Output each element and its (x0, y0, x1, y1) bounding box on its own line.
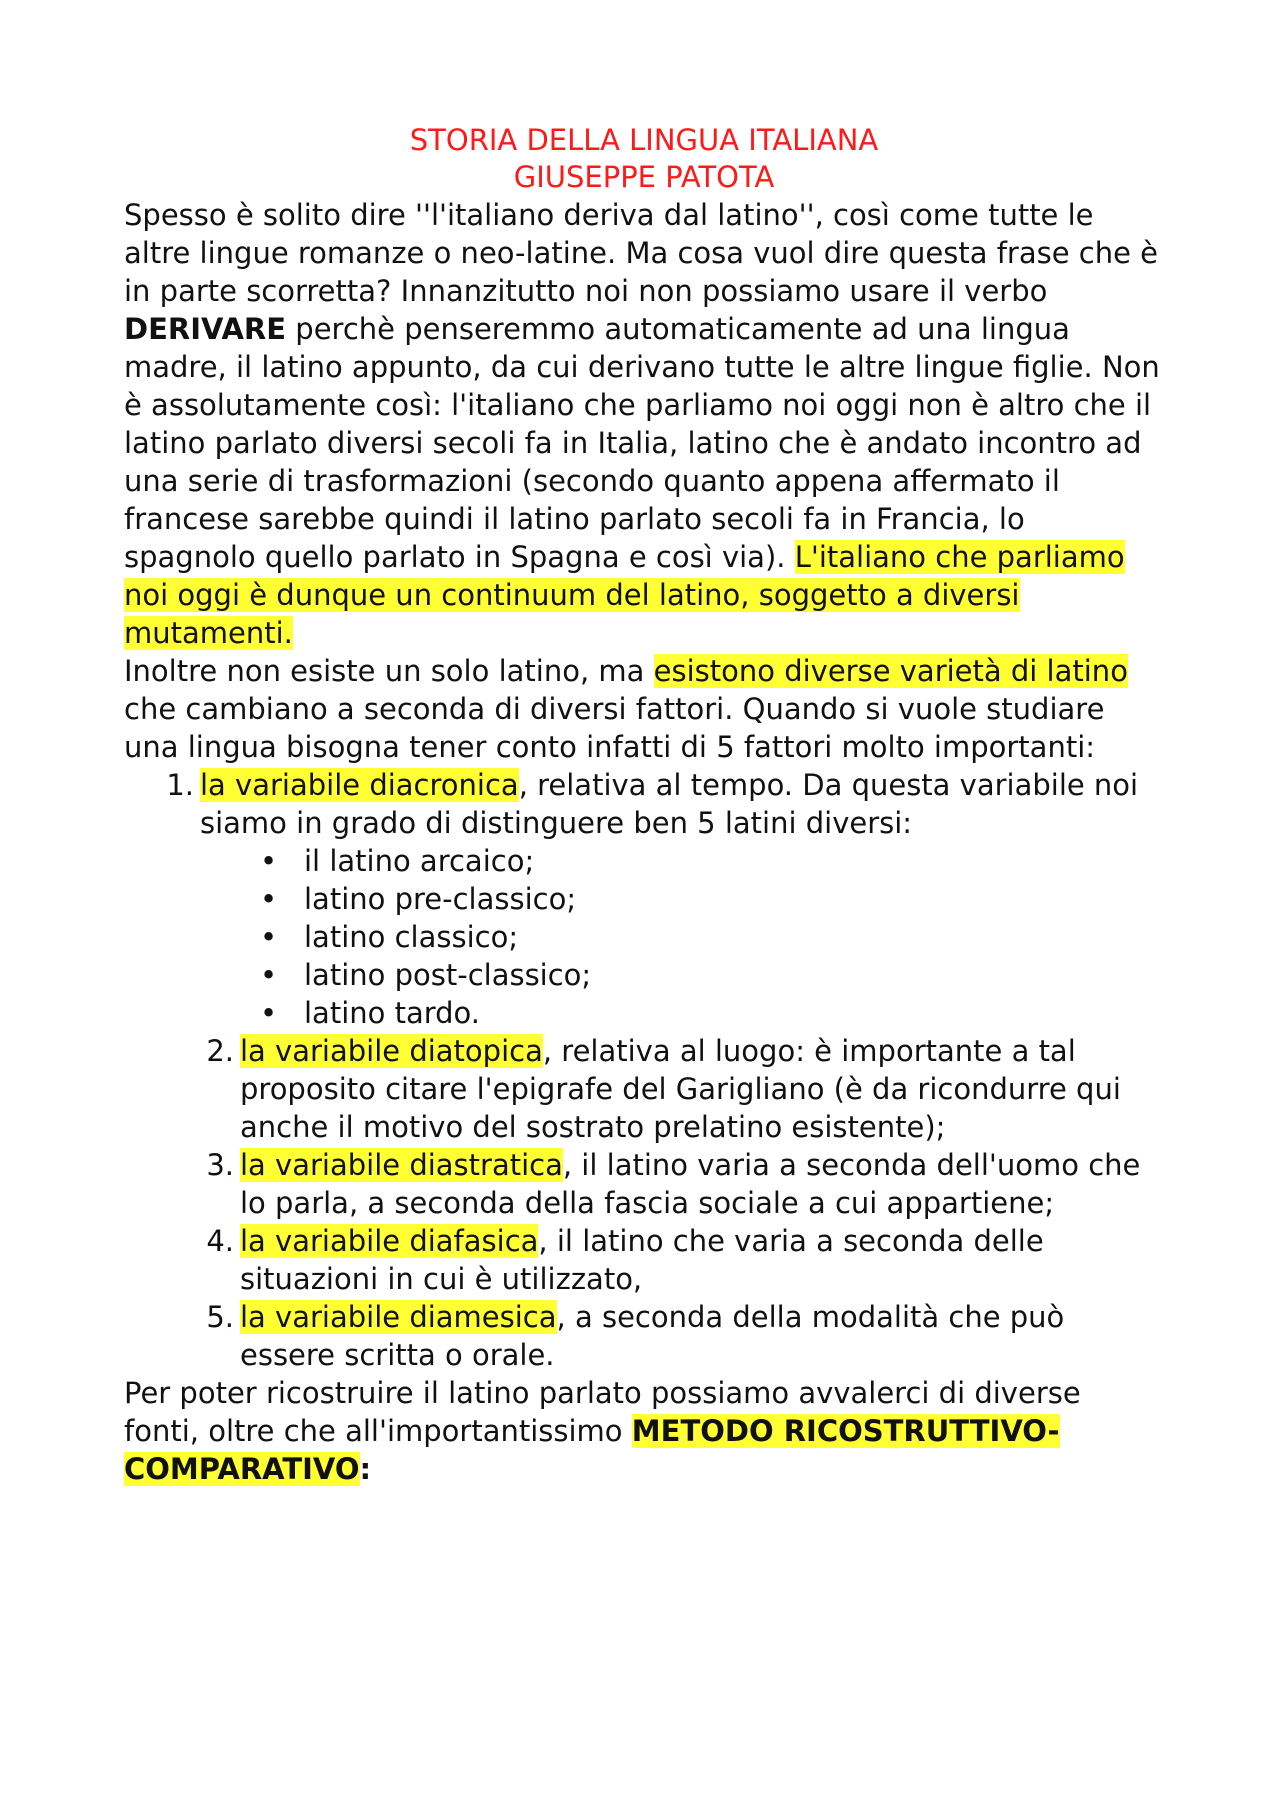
list-item-highlight: la variabile diacronica (200, 768, 519, 802)
list-number: 3. (206, 1148, 234, 1182)
document-title (124, 122, 1164, 196)
paragraph-sources (124, 1374, 1164, 1488)
intro-highlight: L'italiano che parliamo noi oggi è dunque un continuum del latino, soggetto a diversi mutamenti. (124, 540, 1125, 650)
sublist-item: • latino post-classico; (260, 958, 592, 992)
list-item-text: , il latino varia a seconda dell'uomo che lo parla, a seconda della fascia sociale a cui appartiene; (240, 1148, 1141, 1220)
list-item-highlight: la variabile diafasica (240, 1224, 539, 1258)
sources-highlight-bold: METODO RICOSTRUTTIVO-COMPARATIVO (124, 1414, 1060, 1486)
list-item-highlight: la variabile diatopica (240, 1034, 543, 1068)
variables-list (124, 766, 1164, 1374)
list-item (124, 766, 1164, 1032)
sublist-item: • latino classico; (260, 920, 519, 954)
bullet-icon: • (260, 958, 278, 992)
sublist-item: • latino pre-classico; (260, 882, 577, 916)
list-item-text: , il latino che varia a seconda delle situazioni in cui è utilizzato, (240, 1224, 1044, 1296)
list-item (124, 1222, 1164, 1298)
title-line-2: GIUSEPPE PATOTA (513, 160, 775, 194)
title-line-1: STORIA DELLA LINGUA ITALIANA (409, 123, 879, 157)
list-item (124, 1298, 1164, 1374)
bullet-icon: • (260, 920, 278, 954)
list-item-highlight: la variabile diastratica (240, 1148, 563, 1182)
varieties-text-1: Inoltre non esiste un solo latino, ma (124, 654, 654, 688)
sublist-item: • latino tardo. (260, 996, 481, 1030)
sublist-item: • il latino arcaico; (260, 844, 535, 878)
list-number: 4. (206, 1224, 234, 1258)
list-item (124, 1146, 1164, 1222)
list-number: 1. (166, 768, 194, 802)
list-number: 5. (206, 1300, 234, 1334)
varieties-highlight: esistono diverse varietà di latino (653, 654, 1128, 688)
list-item (124, 1032, 1164, 1146)
list-number: 2. (206, 1034, 234, 1068)
bullet-icon: • (260, 844, 278, 878)
list-item-text: , a seconda della modalità che può essere scritta o orale. (240, 1300, 1065, 1372)
intro-bold-term: DERIVARE (124, 312, 287, 346)
latin-varieties-sublist (200, 842, 1164, 1032)
paragraph-varieties (124, 652, 1164, 766)
paragraph-intro (124, 196, 1164, 652)
document-page (124, 122, 1164, 1488)
list-item-highlight: la variabile diamesica (240, 1300, 557, 1334)
bullet-icon: • (260, 996, 278, 1030)
intro-text-2: perchè penseremmo automaticamente ad una lingua madre, il latino appunto, da cui derivano tutte le altre lingue figlie. Non è assolutamente così: l'italiano che parliamo noi oggi non è altro che il latino parlato diversi secoli fa in Italia, latino che è andato incontro ad una serie di trasformazioni (secondo quanto appena affermato il francese sarebbe quindi il latino parlato secoli fa in Francia, lo spagnolo quello parlato in Spagna e così via). (124, 312, 1160, 574)
bullet-icon: • (260, 882, 278, 916)
sources-text-1: Per poter ricostruire il latino parlato possiamo avvalerci di diverse fonti, oltre che all'importantissimo (124, 1376, 1081, 1448)
list-item-text: , relativa al tempo. Da questa variabile noi siamo in grado di distinguere ben 5 latini diversi: (200, 768, 1139, 840)
list-item-text: , relativa al luogo: è importante a tal proposito citare l'epigrafe del Garigliano (è da ricondurre qui anche il motivo del sostrato prelatino esistente); (240, 1034, 1121, 1144)
varieties-text-2: che cambiano a seconda di diversi fattori. Quando si vuole studiare una lingua bisogna tener conto infatti di 5 fattori molto importanti: (124, 692, 1105, 764)
intro-text-1: Spesso è solito dire ''l'italiano deriva dal latino'', così come tutte le altre lingue romanze o neo-latine. Ma cosa vuol dire questa frase che è in parte scorretta? Innanzitutto noi non possiamo usare il verbo (124, 198, 1159, 308)
sources-text-2: : (359, 1452, 372, 1486)
